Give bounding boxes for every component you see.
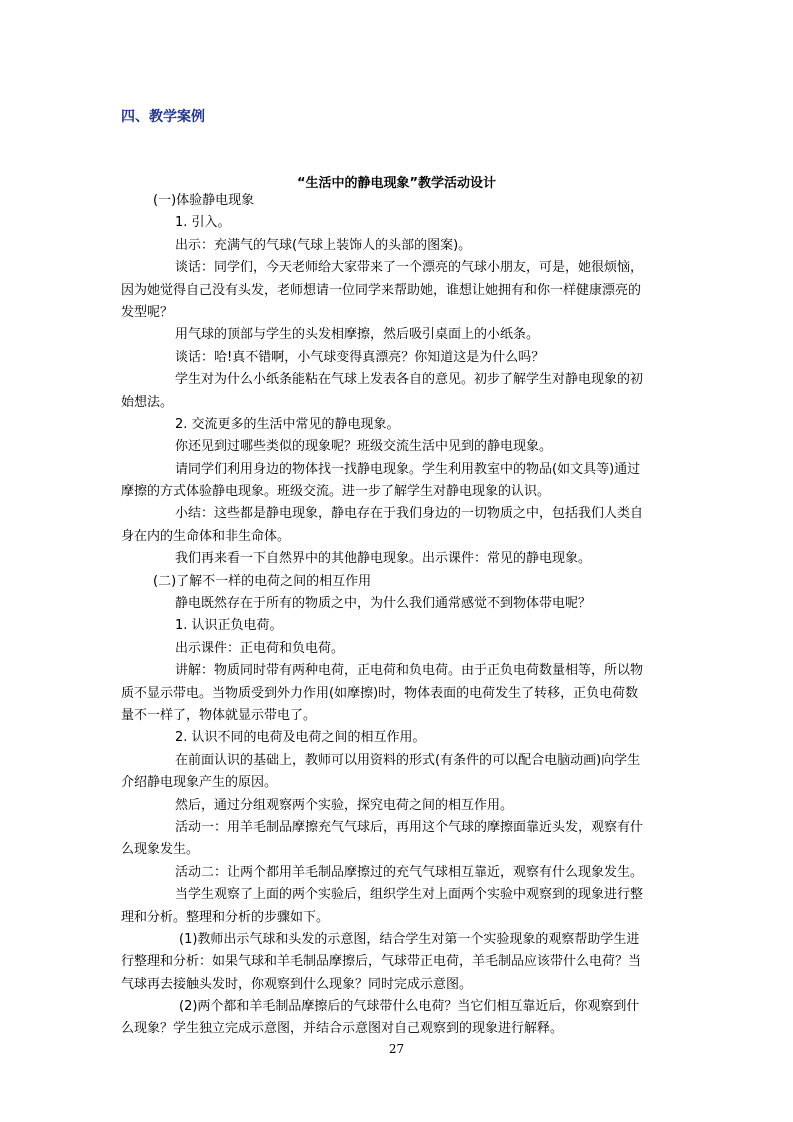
text-line: 小结：这些都是静电现象，静电存在于我们身边的一切物质之中，包括我们人类自 bbox=[175, 506, 644, 522]
text-line: 摩擦的方式体验静电现象。班级交流。进一步了解学生对静电现象的认识。 bbox=[121, 484, 551, 500]
text-line: 行整理和分析：如果气球和羊毛制品摩擦后，气球带正电荷，羊毛制品应该带什么电荷？当 bbox=[121, 954, 642, 970]
text-line: 1. 引入。 bbox=[175, 215, 231, 231]
text-line: 质不显示带电。当物质受到外力作用(如摩擦)时，物体表面的电荷发生了转移，正负电荷数 bbox=[121, 685, 639, 701]
text-line: 出示：充满气的气球(气球上装饰人的头部的图案)。 bbox=[175, 237, 472, 253]
text-line: 然后，通过分组观察两个实验，探究电荷之间的相互作用。 bbox=[175, 797, 514, 813]
section-heading: 四、教学案例 bbox=[121, 109, 205, 125]
text-line: 当学生观察了上面的两个实验后，组织学生对上面两个实验中观察到的现象进行整 bbox=[175, 887, 644, 903]
text-line: (1)教师出示气球和头发的示意图，结合学生对第一个实验现象的观察帮助学生进 bbox=[179, 931, 640, 947]
text-line: 谈话：同学们，今天老师给大家带来了一个漂亮的气球小朋友，可是，她很烦恼， bbox=[175, 260, 644, 276]
text-line: 2. 交流更多的生活中常见的静电现象。 bbox=[175, 416, 400, 432]
text-line: 发型呢？ bbox=[121, 304, 174, 320]
text-line: 2. 认识不同的电荷及电荷之间的相互作用。 bbox=[175, 730, 426, 746]
text-line: (一)体验静电现象 bbox=[153, 193, 255, 208]
text-line: 我们再来看一下自然界中的其他静电现象。出示课件：常见的静电现象。 bbox=[175, 551, 592, 567]
text-line: 活动二：让两个都用羊毛制品摩擦过的充气气球相互靠近，观察有什么现象发生。 bbox=[175, 864, 644, 880]
text-line: (二)了解不一样的电荷之间的相互作用 bbox=[153, 573, 372, 589]
body-text bbox=[121, 190, 677, 1041]
text-line: 活动一：用羊毛制品摩擦充气气球后，再用这个气球的摩擦面靠近头发，观察有什 bbox=[175, 819, 644, 835]
text-line: 你还见到过哪些类似的现象呢？班级交流生活中见到的静电现象。 bbox=[175, 439, 553, 455]
text-line: 理和分析。整理和分析的步骤如下。 bbox=[121, 909, 330, 925]
text-line: 1. 认识正负电荷。 bbox=[175, 618, 283, 634]
text-line: 学生对为什么小纸条能粘在气球上发表各自的意见。初步了解学生对静电现象的初 bbox=[175, 372, 644, 388]
text-line: 静电既然存在于所有的物质之中，为什么我们通常感觉不到物体带电呢？ bbox=[175, 596, 592, 612]
text-line: 讲解：物质同时带有两种电荷，正电荷和负电荷。由于正负电荷数量相等，所以物 bbox=[175, 663, 644, 679]
text-line: 么现象发生。 bbox=[121, 842, 200, 858]
text-line: 因为她觉得自己没有头发，老师想请一位同学来帮助她，谁想让她拥有和你一样健康漂亮的 bbox=[121, 282, 642, 298]
text-line: 谈话：哈!真不错啊，小气球变得真漂亮？你知道这是为什么吗？ bbox=[175, 349, 545, 365]
text-line: 用气球的顶部与学生的头发相摩擦，然后吸引桌面上的小纸条。 bbox=[175, 327, 540, 343]
text-line: 介绍静电现象产生的原因。 bbox=[121, 775, 278, 791]
text-line: 量不一样了，物体就显示带电了。 bbox=[121, 707, 317, 723]
text-line: (2)两个都和羊毛制品摩擦后的气球带什么电荷？当它们相互靠近后，你观察到什 bbox=[179, 999, 640, 1015]
text-line: 气球再去接触头发时，你观察到什么现象？同时完成示意图。 bbox=[121, 976, 473, 992]
text-line: 在前面认识的基础上，教师可以用资料的形式(有条件的可以配合电脑动画)向学生 bbox=[175, 752, 641, 768]
document-title: “生活中的静电现象”教学活动设计 bbox=[296, 176, 497, 191]
text-line: 出示课件：正电荷和负电荷。 bbox=[175, 640, 345, 656]
text-line: 始想法。 bbox=[121, 394, 174, 410]
text-line: 身在内的生命体和非生命体。 bbox=[121, 528, 291, 544]
page-number: 27 bbox=[388, 1042, 405, 1056]
text-line: 请同学们利用身边的物体找一找静电现象。学生利用教室中的物品(如文具等)通过 bbox=[175, 461, 641, 477]
text-line: 么现象？学生独立完成示意图，并结合示意图对自己观察到的现象进行解释。 bbox=[121, 1021, 564, 1037]
